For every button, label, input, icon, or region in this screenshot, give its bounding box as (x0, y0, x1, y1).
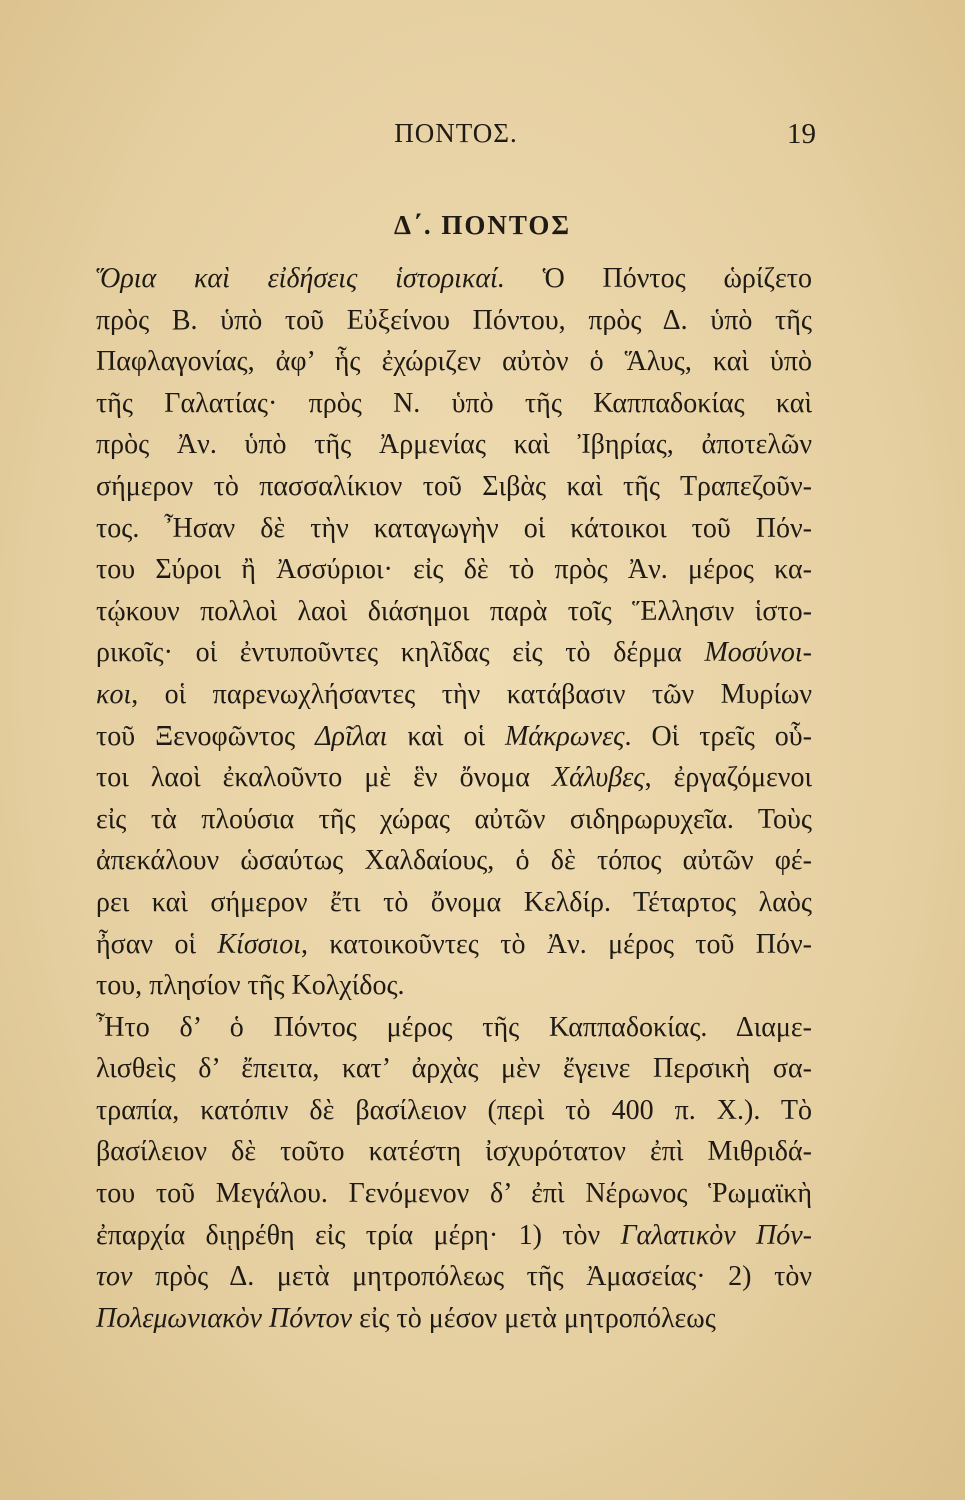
text-line (96, 1007, 812, 1049)
text-span: Ὁ Πόντος ὡρίζετο (504, 263, 812, 294)
body-text (96, 258, 812, 1339)
italic-term: κοι (96, 678, 132, 710)
italic-term: Χάλυβες (551, 762, 645, 794)
text-span: πρὸς Β. ὑπὸ τοῦ Εὐξείνου Πόντου, πρὸς Δ. ὑπὸ τῆς (96, 304, 812, 336)
text-line (96, 965, 812, 1007)
italic-term: Μάκρωνες (504, 720, 625, 752)
text-line (96, 258, 812, 300)
text-line (96, 591, 812, 633)
text-span: τραπία, κατόπιν δὲ βασίλειον (περὶ τὸ 400 π. Χ.). Τὸ (96, 1094, 812, 1126)
text-span: εἰς τὸ μέσον μετὰ μητροπόλεως (352, 1302, 716, 1334)
text-line (96, 799, 812, 841)
text-span: βασίλειον δὲ τοῦτο κατέστη ἰσχυρότατον ἐπὶ Μιθριδά- (96, 1136, 812, 1168)
text-line (96, 924, 812, 966)
italic-term: Γαλατικὸν Πόν- (620, 1219, 813, 1251)
text-span: Παφλαγονίας, ἀφ’ ἧς ἐχώριζεν αὐτὸν ὁ Ἅλυς, καὶ ὑπὸ (96, 346, 812, 378)
text-span: , ἐργαζόμενοι (644, 762, 812, 794)
text-span: ἦσαν οἱ (96, 928, 218, 960)
running-title: ΠΟΝΤΟΣ. (394, 118, 518, 148)
text-span: ρικοῖς· οἱ ἐντυποῦντες κηλῖδας εἰς τὸ δέρμα (96, 637, 705, 669)
paragraph-2 (96, 1007, 812, 1340)
text-line (96, 383, 812, 425)
text-span: τῆς Γαλατίας· πρὸς Ν. ὑπὸ τῆς Καππαδοκίας καὶ (96, 387, 812, 419)
text-line (96, 757, 812, 799)
page-number: 19 (787, 118, 816, 150)
text-span: . Οἱ τρεῖς οὗ- (624, 720, 812, 752)
text-span: του Σύροι ἢ Ἀσσύριοι· εἰς δὲ τὸ πρὸς Ἀν. μέρος κα- (96, 554, 812, 586)
italic-term: Κίσσιοι (217, 928, 301, 960)
text-line (96, 549, 812, 591)
text-line (96, 882, 812, 924)
italic-term: τον (96, 1261, 133, 1293)
text-line (96, 300, 812, 342)
text-line (96, 1090, 812, 1132)
text-span: σήμερον τὸ πασσαλίκιον τοῦ Σιβὰς καὶ τῆς Τραπεζοῦν- (96, 470, 812, 502)
text-span: τος. Ἦσαν δὲ τὴν καταγωγὴν οἱ κάτοικοι τοῦ Πόν- (96, 512, 812, 544)
text-span: ἀπεκάλουν ὡσαύτως Χαλδαίους, ὁ δὲ τόπος αὐτῶν φέ- (96, 845, 812, 877)
text-line (96, 341, 812, 383)
italic-term: Μοσύνοι- (704, 637, 812, 669)
text-line (96, 1173, 812, 1215)
text-line (96, 466, 812, 508)
section-heading: Δ΄. ΠΟΝΤΟΣ (393, 210, 572, 240)
text-span: τοι λαοὶ ἐκαλοῦντο μὲ ἓν ὄνομα (96, 762, 552, 794)
text-span: πρὸς Ἀν. ὑπὸ τῆς Ἀρμενίας καὶ Ἰβηρίας, ἀποτελῶν (96, 429, 812, 461)
running-head (96, 118, 816, 158)
text-line (96, 840, 812, 882)
text-line (96, 424, 812, 466)
text-span: , κατοικοῦντες τὸ Ἀν. μέρος τοῦ Πόν- (301, 928, 812, 960)
text-span: του τοῦ Μεγάλου. Γενόμενον δ’ ἐπὶ Νέρωνος Ῥωμαϊκὴ (96, 1178, 812, 1210)
text-line (96, 716, 812, 758)
text-span: , οἱ παρενωχλήσαντες τὴν κατάβασιν τῶν Μυρίων (131, 678, 812, 710)
italic-term: Δρῖλαι (315, 720, 388, 752)
text-span: του, πλησίον τῆς Κολχίδος. (96, 970, 405, 1002)
text-span: τῴκουν πολλοὶ λαοὶ διάσημοι παρὰ τοῖς Ἕλλησιν ἱστο- (96, 595, 812, 627)
text-line (96, 1298, 812, 1340)
text-span: λισθεὶς δ’ ἔπειτα, κατ’ ἀρχὰς μὲν ἔγεινε Περσικὴ σα- (96, 1053, 812, 1085)
italic-term: Ὅρια καὶ εἰδήσεις ἱστορικαί. (96, 263, 505, 294)
text-span: πρὸς Δ. μετὰ μητροπόλεως τῆς Ἀμασείας· 2) τὸν (132, 1261, 812, 1293)
text-line (96, 674, 812, 716)
text-line (96, 1048, 812, 1090)
italic-term: Πολεμωνιακὸν Πόντον (96, 1302, 353, 1334)
text-span: τοῦ Ξενοφῶντος (96, 720, 316, 752)
text-line (96, 508, 812, 550)
paragraph-1 (96, 258, 812, 1007)
text-line (96, 1256, 812, 1298)
text-span: Ἦτο δ’ ὁ Πόντος μέρος τῆς Καππαδοκίας. Διαμε- (96, 1011, 812, 1043)
text-line (96, 632, 812, 674)
text-span: ἐπαρχία διῃρέθη εἰς τρία μέρη· 1) τὸν (96, 1219, 621, 1251)
text-line (96, 1215, 812, 1257)
text-span: ρει καὶ σήμερον ἔτι τὸ ὄνομα Κελδίρ. Τέταρτος λαὸς (96, 886, 812, 918)
text-span: καὶ οἱ (387, 720, 505, 752)
text-line (96, 1131, 812, 1173)
text-span: εἰς τὰ πλούσια τῆς χώρας αὐτῶν σιδηρωρυχεῖα. Τοὺς (96, 803, 812, 835)
